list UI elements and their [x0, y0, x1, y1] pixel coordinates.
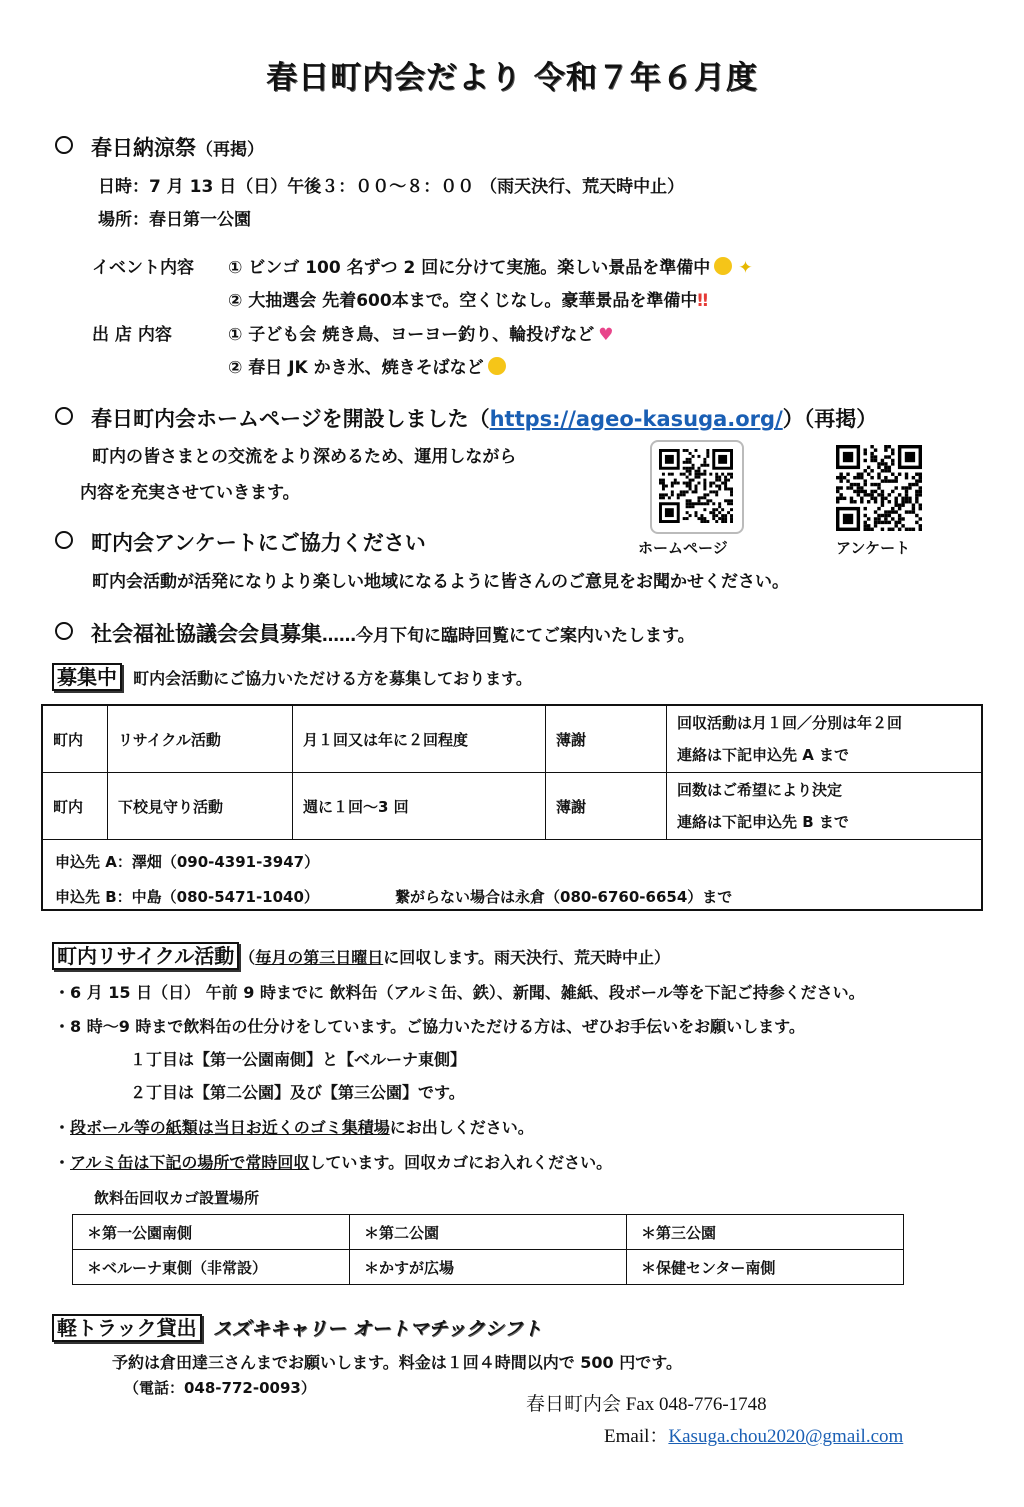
row-activity: リサイクル活動 [108, 706, 293, 773]
homepage-text-2: 内容を充実させていきます。 [80, 483, 300, 503]
sparkle-icon: ✦ [738, 258, 753, 278]
row-area: 町内 [43, 706, 108, 773]
row-area: 町内 [43, 773, 108, 840]
recycle-line-5 [54, 1115, 534, 1138]
email-label: Email： [604, 1426, 669, 1447]
qr-homepage-icon[interactable] [659, 449, 733, 523]
recruit-label: 募集中 [52, 663, 122, 691]
row-reward: 薄謝 [546, 706, 667, 773]
line-6-pre: ・ [54, 1153, 71, 1172]
section-welfare-heading [55, 618, 695, 648]
place-cell: ＊保健センター南側 [627, 1250, 904, 1285]
section-homepage-heading [55, 403, 877, 433]
event-item-1 [228, 253, 753, 278]
shop-item-2-text: ② 春日 JK かき氷、焼きそばなど [228, 358, 484, 378]
festival-note: （再掲） [196, 140, 264, 160]
row-note-line: 連絡は下記申込先 A まで [677, 746, 850, 764]
place-cell: ＊かすが広場 [350, 1250, 627, 1285]
collection-places-table [72, 1214, 904, 1285]
contact-b: 申込先 B：中島（080-5471-1040） [55, 888, 319, 906]
table-row [73, 1250, 904, 1285]
recycle-note-pre: （ [239, 948, 256, 967]
bullet-icon [55, 622, 73, 640]
event-label: イベント内容 [92, 258, 194, 278]
grin-emoji-icon [488, 357, 506, 375]
row-note-line: 回数はご希望により決定 [677, 781, 843, 799]
table-row [73, 1215, 904, 1250]
recycle-line-3: １丁目は【第一公園南側】と【ベルーナ東側】 [130, 1050, 467, 1069]
recycle-line-6 [54, 1150, 612, 1173]
contact-c: 繋がらない場合は永倉（080-6760-6654）まで [395, 888, 733, 906]
place-cell: ＊第一公園南側 [73, 1215, 350, 1250]
truck-line-2: （電話：048-772-0093） [124, 1379, 316, 1397]
line-6-post: しています。回収カゴにお入れください。 [309, 1153, 613, 1172]
shop-item-1 [228, 320, 613, 345]
shop-label: 出 店 内容 [92, 325, 172, 345]
recycle-line-4: ２丁目は【第二公園】及び【第三公園】です。 [130, 1083, 465, 1102]
line-6-underlined: アルミ缶は下記の場所で常時回収 [70, 1153, 310, 1172]
homepage-title-end: ）（再掲） [782, 407, 878, 431]
row-activity: 下校見守り活動 [108, 773, 293, 840]
row-note-line: 回収活動は月１回／分別は年２回 [677, 714, 903, 732]
row-note [667, 706, 982, 773]
place-cell: ＊第二公園 [350, 1215, 627, 1250]
place-cell: ＊ベルーナ東側（非常設） [73, 1250, 350, 1285]
row-note [667, 773, 982, 840]
recruit-box [41, 704, 983, 911]
recycle-note-underlined: 毎月の第三日曜日 [255, 948, 384, 967]
row-note-line: 連絡は下記申込先 B まで [677, 813, 849, 831]
recruit-header [52, 663, 532, 691]
footer-org: 春日町内会 Fax 048-776-1748 [526, 1394, 767, 1415]
welfare-text: ……今月下旬に臨時回覧にてご案内いたします。 [322, 626, 695, 646]
qr-survey-label: アンケート [836, 539, 911, 557]
homepage-title: 春日町内会ホームページを開設しました（ [91, 407, 490, 431]
festival-title: 春日納涼祭 [91, 136, 196, 160]
line-5-post: にお出しください。 [389, 1118, 534, 1137]
row-reward: 薄謝 [546, 773, 667, 840]
survey-text: 町内会活動が活発になりより楽しい地域になるように皆さんのご意見をお聞かせください。 [92, 572, 789, 592]
bullet-icon [55, 407, 73, 425]
line-5-pre: ・ [54, 1118, 71, 1137]
table-row [43, 773, 981, 840]
smile-emoji-icon [714, 257, 732, 275]
truck-header [52, 1314, 542, 1342]
qr-survey-icon[interactable] [836, 445, 922, 531]
bullet-icon [55, 531, 73, 549]
footer-email [604, 1421, 903, 1448]
welfare-title: 社会福祉協議会会員募集 [91, 622, 322, 646]
recycle-label: 町内リサイクル活動 [52, 942, 239, 970]
shop-item-2 [228, 353, 506, 378]
page-title: 春日町内会だより 令和７年６月度 [266, 60, 758, 96]
recycle-line-1: ・6 月 15 日（日） 午前 9 時までに 飲料缶（アルミ缶、鉄）、新聞、雑紙、段ボール等を下記ご持参ください。 [54, 983, 865, 1002]
recruit-text: 町内会活動にご協力いただける方を募集しております。 [133, 669, 532, 688]
homepage-link[interactable]: https://ageo-kasuga.org/ [489, 407, 783, 431]
row-frequency: 週に１回～3 回 [293, 773, 546, 840]
bullet-icon [55, 136, 73, 154]
truck-line-1: 予約は倉田達三さんまでお願いします。料金は１回４時間以内で 500 円です。 [112, 1353, 682, 1372]
row-frequency: 月１回又は年に２回程度 [293, 706, 546, 773]
event-item-2-text: ② 大抽選会 先着600本まで。空くじなし。豪華景品を準備中 [228, 291, 698, 311]
qr-homepage-label: ホームページ [638, 539, 728, 557]
recruit-table [43, 706, 981, 840]
homepage-text-1: 町内の皆さまとの交流をより深めるため、運用しながら [92, 447, 517, 467]
festival-date: 日時：7 月 13 日（日）午後３：００～８：００ （雨天決行、荒天時中止） [98, 177, 685, 197]
line-5-underlined: 段ボール等の紙類は当日お近くのゴミ集積場 [70, 1118, 390, 1137]
table-row [43, 706, 981, 773]
place-cell: ＊第三公園 [627, 1215, 904, 1250]
truck-label: 軽トラック貸出 [52, 1314, 202, 1342]
event-item-2 [228, 286, 708, 311]
recycle-line-2: ・8 時～9 時まで飲料缶の仕分けをしています。ご協力いただける方は、ぜひお手伝いをお願いします。 [54, 1017, 805, 1036]
double-exclamation-icon: ‼ [697, 291, 709, 311]
section-festival-heading [55, 132, 264, 162]
email-link[interactable]: Kasuga.chou2020@gmail.com [668, 1426, 904, 1447]
recycle-note-post: に回収します。雨天決行、荒天時中止） [383, 948, 670, 967]
section-survey-heading [55, 527, 426, 557]
hearts-icon: ♥ [598, 325, 614, 345]
contact-a: 申込先 A：澤畑（090-4391-3947） [55, 853, 320, 871]
survey-title: 町内会アンケートにご協力ください [91, 531, 426, 555]
recycle-header [52, 942, 670, 970]
collection-box-caption: 飲料缶回収カゴ設置場所 [94, 1189, 260, 1207]
shop-item-1-text: ① 子ども会 焼き鳥、ヨーヨー釣り、輪投げなど [228, 325, 595, 345]
event-item-1-text: ① ビンゴ 100 名ずつ 2 回に分けて実施。楽しい景品を準備中 [228, 258, 711, 278]
festival-place: 場所：春日第一公園 [98, 210, 251, 230]
truck-model: スズキキャリー オートマチックシフト [212, 1318, 542, 1340]
